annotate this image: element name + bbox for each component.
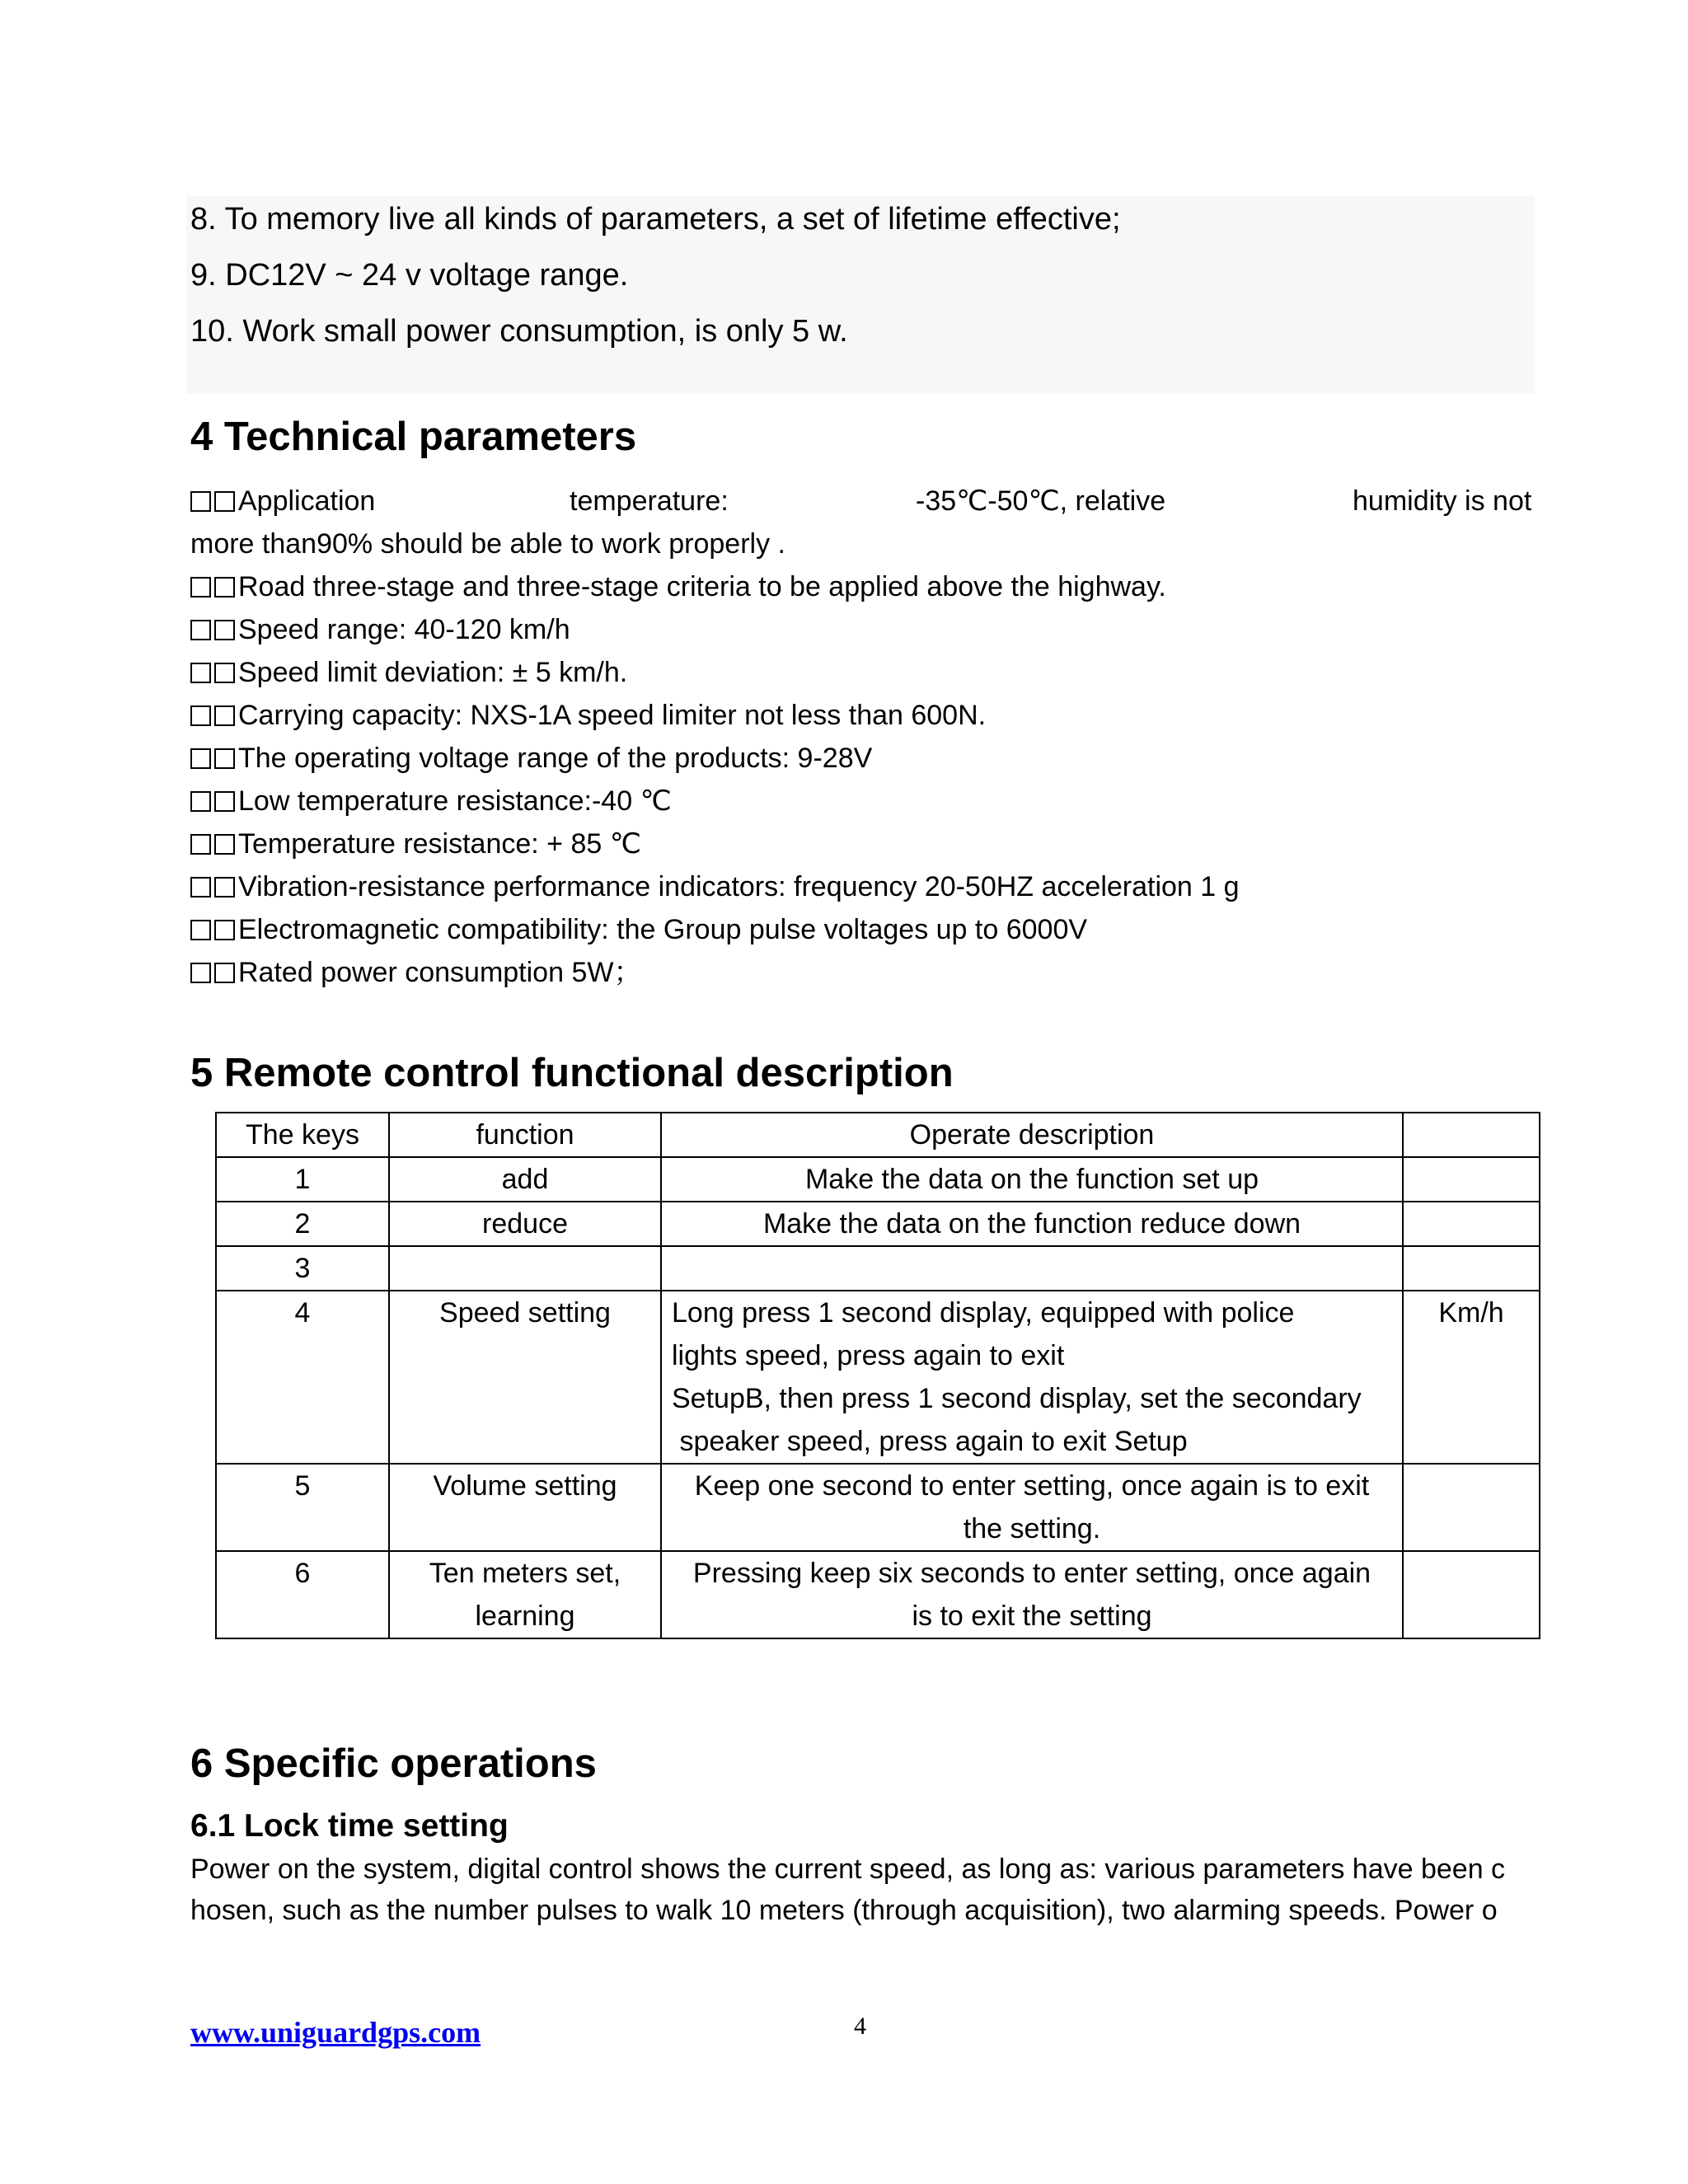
cell-description bbox=[661, 1464, 1403, 1551]
checkbox-glyph-icon bbox=[214, 963, 235, 983]
cell-function: Volume setting bbox=[389, 1464, 661, 1551]
description-line: lights speed, press again to exit bbox=[672, 1340, 1065, 1371]
header-cell-function: function bbox=[389, 1113, 661, 1157]
param-text: temperature: bbox=[570, 485, 729, 517]
cell-key: 5 bbox=[216, 1464, 389, 1551]
param-text: -35℃-50℃, relative bbox=[916, 485, 1166, 517]
param-text: Speed range: 40-120 km/h bbox=[238, 614, 570, 645]
table-row bbox=[216, 1157, 1540, 1202]
cell-description: Make the data on the function set up bbox=[661, 1157, 1403, 1202]
paragraph-line: hosen, such as the number pulses to walk 10 meters (through acquisition), two alarming speeds. Power o bbox=[190, 1895, 1498, 1926]
param-text: humidity is not bbox=[1353, 485, 1532, 517]
checkbox-glyph-icon bbox=[190, 620, 211, 640]
param-text: Carrying capacity: NXS-1A speed limiter not less than 600N. bbox=[238, 700, 987, 731]
param-text: Low temperature resistance:-40 ℃ bbox=[238, 785, 672, 817]
param-item-application-temperature bbox=[190, 485, 1534, 518]
description-line: is to exit the setting bbox=[912, 1601, 1152, 1632]
cell-unit bbox=[1403, 1551, 1540, 1638]
param-text: Road three-stage and three-stage criteria to be applied above the highway. bbox=[238, 571, 1166, 602]
checkbox-glyph-icon bbox=[190, 834, 211, 855]
feature-item-10: 10. Work small power consumption, is only 5 w. bbox=[190, 314, 848, 349]
function-line: learning bbox=[475, 1601, 575, 1632]
cell-key: 2 bbox=[216, 1202, 389, 1246]
checkbox-glyph-icon bbox=[214, 877, 235, 898]
checkbox-glyph-icon bbox=[190, 705, 211, 726]
checkbox-glyph-icon bbox=[214, 491, 235, 512]
cell-key: 3 bbox=[216, 1246, 389, 1291]
param-item-continuation: more than90% should be able to work properly . bbox=[190, 528, 785, 560]
paragraph-lock-time bbox=[190, 1849, 1542, 1931]
param-item bbox=[190, 742, 872, 775]
cell-description bbox=[661, 1291, 1403, 1464]
table-row bbox=[216, 1464, 1540, 1551]
table-row bbox=[216, 1291, 1540, 1464]
cell-unit bbox=[1403, 1246, 1540, 1291]
checkbox-glyph-icon bbox=[214, 834, 235, 855]
param-text: Rated power consumption 5W； bbox=[238, 957, 642, 988]
param-text: Temperature resistance: + 85 ℃ bbox=[238, 828, 641, 860]
cell-function bbox=[389, 1551, 661, 1638]
param-item bbox=[190, 613, 570, 646]
description-line: SetupB, then press 1 second display, set the secondary bbox=[672, 1383, 1362, 1414]
checkbox-glyph-icon bbox=[190, 577, 211, 598]
cell-key: 1 bbox=[216, 1157, 389, 1202]
cell-unit bbox=[1403, 1464, 1540, 1551]
checkbox-glyph-icon bbox=[190, 877, 211, 898]
param-item bbox=[190, 656, 627, 689]
table-row bbox=[216, 1551, 1540, 1638]
cell-key: 6 bbox=[216, 1551, 389, 1638]
cell-function: Speed setting bbox=[389, 1291, 661, 1464]
section-4-title: 4 Technical parameters bbox=[190, 415, 637, 459]
header-cell-description: Operate description bbox=[661, 1113, 1403, 1157]
cell-description bbox=[661, 1246, 1403, 1291]
paragraph-line: Power on the system, digital control shows the current speed, as long as: various parameters have been c bbox=[190, 1854, 1506, 1885]
cell-function: reduce bbox=[389, 1202, 661, 1246]
checkbox-glyph-icon bbox=[190, 663, 211, 683]
checkbox-glyph-icon bbox=[214, 791, 235, 812]
param-item bbox=[190, 827, 641, 860]
cell-unit: Km/h bbox=[1403, 1291, 1540, 1464]
checkbox-glyph-icon bbox=[190, 963, 211, 983]
feature-item-9: 9. DC12V ~ 24 v voltage range. bbox=[190, 258, 629, 293]
header-cell-unit bbox=[1403, 1113, 1540, 1157]
description-line: Pressing keep six seconds to enter setting, once again bbox=[692, 1558, 1372, 1589]
param-text: The operating voltage range of the products: 9-28V bbox=[238, 743, 873, 774]
remote-control-table bbox=[215, 1112, 1540, 1639]
param-text: Electromagnetic compatibility: the Group pulse voltages up to 6000V bbox=[238, 914, 1088, 945]
cell-description bbox=[661, 1551, 1403, 1638]
description-line: the setting. bbox=[963, 1513, 1101, 1544]
table-header-row bbox=[216, 1113, 1540, 1157]
header-cell-keys: The keys bbox=[216, 1113, 389, 1157]
checkbox-glyph-icon bbox=[190, 791, 211, 812]
param-item bbox=[190, 913, 1087, 946]
cell-key: 4 bbox=[216, 1291, 389, 1464]
checkbox-glyph-icon bbox=[214, 577, 235, 598]
description-line: speaker speed, press again to exit Setup bbox=[672, 1426, 1188, 1457]
section-5-title: 5 Remote control functional description bbox=[190, 1051, 954, 1095]
param-item bbox=[190, 956, 641, 989]
param-text: Vibration-resistance performance indicators: frequency 20-50HZ acceleration 1 g bbox=[238, 871, 1240, 902]
param-item bbox=[190, 699, 986, 732]
checkbox-glyph-icon bbox=[214, 663, 235, 683]
cell-function bbox=[389, 1246, 661, 1291]
table-row bbox=[216, 1246, 1540, 1291]
checkbox-glyph-icon bbox=[214, 748, 235, 769]
page-number: 4 bbox=[854, 2013, 866, 2040]
footer-website-link[interactable]: www.uniguardgps.com bbox=[190, 2016, 481, 2049]
section-6-title: 6 Specific operations bbox=[190, 1741, 597, 1786]
feature-item-8: 8. To memory live all kinds of parameters, a set of lifetime effective; bbox=[190, 202, 1121, 237]
param-text: Application bbox=[238, 485, 376, 517]
cell-description: Make the data on the function reduce down bbox=[661, 1202, 1403, 1246]
cell-function: add bbox=[389, 1157, 661, 1202]
checkbox-glyph-icon bbox=[190, 491, 211, 512]
checkbox-glyph-icon bbox=[214, 920, 235, 940]
checkbox-glyph-icon bbox=[190, 748, 211, 769]
param-text: Speed limit deviation: ± 5 km/h. bbox=[238, 657, 628, 688]
checkbox-glyph-icon bbox=[214, 705, 235, 726]
cell-unit bbox=[1403, 1157, 1540, 1202]
table-row bbox=[216, 1202, 1540, 1246]
subsection-6-1-title: 6.1 Lock time setting bbox=[190, 1808, 509, 1844]
checkbox-glyph-icon bbox=[190, 920, 211, 940]
checkbox-glyph-icon bbox=[214, 620, 235, 640]
function-line: Ten meters set, bbox=[429, 1558, 621, 1589]
param-item bbox=[190, 785, 672, 818]
cell-unit bbox=[1403, 1202, 1540, 1246]
description-line: Keep one second to enter setting, once again is to exit bbox=[694, 1470, 1370, 1502]
param-item bbox=[190, 570, 1166, 603]
param-item bbox=[190, 870, 1240, 903]
description-line: Long press 1 second display, equipped with police bbox=[672, 1297, 1295, 1329]
